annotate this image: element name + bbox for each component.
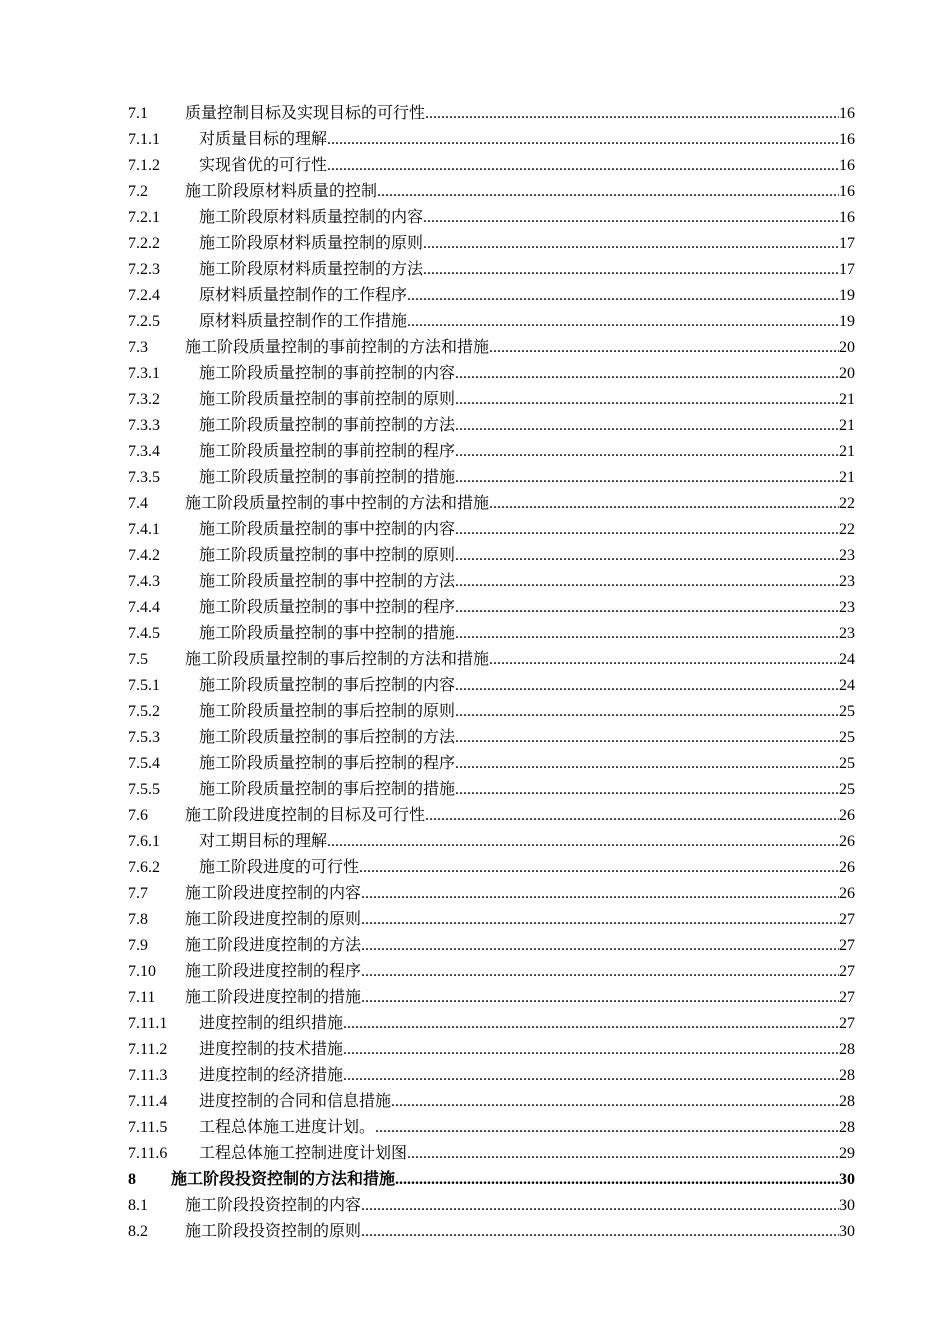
toc-entry-page-number: 30 <box>839 1197 855 1214</box>
toc-entry-title: 施工阶段质量控制的事后控制的程序 <box>199 753 456 772</box>
toc-dot-leader <box>489 335 839 361</box>
toc-entry-number: 7.11 <box>128 989 156 1006</box>
toc-entry-number: 8 <box>128 1171 136 1188</box>
toc-entry-title: 施工阶段质量控制的事中控制的内容 <box>199 519 456 538</box>
toc-entry-page-number: 29 <box>839 1145 855 1162</box>
toc-entry-number: 7.2.5 <box>128 313 160 330</box>
toc-entry-number: 7.3.3 <box>128 417 160 434</box>
toc-entry[interactable] <box>128 698 855 724</box>
toc-dot-leader <box>455 361 839 387</box>
toc-entry[interactable] <box>128 594 855 620</box>
toc-entry-number: 7.1.2 <box>128 157 160 174</box>
toc-dot-leader <box>455 569 839 595</box>
toc-dot-leader <box>455 673 839 699</box>
toc-entry-title: 对质量目标的理解 <box>199 129 328 148</box>
toc-entry-page-number: 28 <box>839 1067 855 1084</box>
toc-entry-title: 施工阶段质量控制的事后控制的方法 <box>199 727 456 746</box>
toc-dot-leader <box>343 1011 839 1037</box>
toc-entry[interactable] <box>128 854 855 880</box>
toc-dot-leader <box>375 1115 839 1141</box>
toc-entry-number: 7.3 <box>128 339 148 356</box>
toc-dot-leader <box>391 1089 839 1115</box>
toc-entry[interactable] <box>128 906 855 932</box>
toc-entry[interactable] <box>128 1218 855 1244</box>
toc-entry-page-number: 26 <box>839 885 855 902</box>
toc-entry-title: 进度控制的经济措施 <box>199 1065 344 1084</box>
toc-entry[interactable] <box>128 724 855 750</box>
toc-entry[interactable] <box>128 100 855 126</box>
toc-entry-page-number: 24 <box>839 677 855 694</box>
toc-entry-title: 施工阶段质量控制的事后控制的方法和措施 <box>185 649 490 668</box>
toc-entry[interactable] <box>128 1192 855 1218</box>
toc-entry-page-number: 21 <box>839 391 855 408</box>
toc-entry[interactable] <box>128 152 855 178</box>
toc-dot-leader <box>423 231 839 257</box>
toc-entry-number: 7.4.2 <box>128 547 160 564</box>
toc-entry[interactable] <box>128 750 855 776</box>
toc-entry-number: 8.1 <box>128 1197 148 1214</box>
toc-entry-number: 7.2.4 <box>128 287 160 304</box>
toc-entry-number: 7.5.2 <box>128 703 160 720</box>
toc-entry-number: 7.2.3 <box>128 261 160 278</box>
toc-dot-leader <box>455 465 839 491</box>
toc-dot-leader <box>343 1037 839 1063</box>
toc-entry[interactable] <box>128 230 855 256</box>
toc-dot-leader <box>425 803 839 829</box>
toc-entry[interactable] <box>128 490 855 516</box>
toc-entry[interactable] <box>128 620 855 646</box>
toc-entry[interactable] <box>128 984 855 1010</box>
toc-entry-number: 7.4.4 <box>128 599 160 616</box>
toc-entry-title: 施工阶段质量控制的事前控制的程序 <box>199 441 456 460</box>
toc-entry[interactable] <box>128 1062 855 1088</box>
toc-entry-page-number: 27 <box>839 1015 855 1032</box>
toc-entry-number: 7.5 <box>128 651 148 668</box>
toc-dot-leader <box>455 413 839 439</box>
toc-entry-page-number: 27 <box>839 911 855 928</box>
toc-entry-number: 7.5.5 <box>128 781 160 798</box>
toc-dot-leader <box>455 595 839 621</box>
toc-entry-number: 7.11.6 <box>128 1145 168 1162</box>
toc-entry-title: 施工阶段质量控制的事中控制的方法和措施 <box>185 493 490 512</box>
toc-dot-leader <box>407 1141 839 1167</box>
toc-entry[interactable] <box>128 178 855 204</box>
toc-dot-leader <box>489 491 839 517</box>
toc-entry[interactable] <box>128 1010 855 1036</box>
toc-entry-page-number: 23 <box>839 625 855 642</box>
toc-entry-page-number: 30 <box>839 1171 855 1188</box>
toc-dot-leader <box>455 387 839 413</box>
toc-entry-number: 7.2.1 <box>128 209 160 226</box>
toc-entry-page-number: 25 <box>839 703 855 720</box>
toc-entry[interactable] <box>128 932 855 958</box>
toc-entry[interactable] <box>128 672 855 698</box>
toc-entry-page-number: 21 <box>839 417 855 434</box>
toc-entry-title: 施工阶段质量控制的事前控制的方法和措施 <box>185 337 490 356</box>
toc-dot-leader <box>455 439 839 465</box>
toc-entry[interactable] <box>128 1114 855 1140</box>
toc-entry-number: 7.11.2 <box>128 1041 168 1058</box>
toc-entry[interactable] <box>128 334 855 360</box>
toc-entry-title: 施工阶段进度控制的措施 <box>185 987 362 1006</box>
toc-entry-number: 7.1.1 <box>128 131 160 148</box>
toc-entry-title: 工程总体施工控制进度计划图 <box>199 1143 408 1162</box>
toc-entry-page-number: 30 <box>839 1223 855 1240</box>
toc-dot-leader <box>361 907 839 933</box>
toc-entry[interactable] <box>128 1166 855 1192</box>
toc-entry[interactable] <box>128 1140 855 1166</box>
toc-entry-title: 原材料质量控制作的工作措施 <box>199 311 408 330</box>
toc-dot-leader <box>425 101 839 127</box>
toc-entry-page-number: 21 <box>839 443 855 460</box>
toc-entry-title: 施工阶段质量控制的事前控制的措施 <box>199 467 456 486</box>
toc-entry[interactable] <box>128 880 855 906</box>
toc-dot-leader <box>407 283 839 309</box>
toc-entry[interactable] <box>128 438 855 464</box>
toc-entry-page-number: 22 <box>839 521 855 538</box>
toc-entry-page-number: 24 <box>839 651 855 668</box>
toc-entry-title: 施工阶段投资控制的内容 <box>185 1195 362 1214</box>
toc-entry-title: 施工阶段质量控制的事中控制的原则 <box>199 545 456 564</box>
toc-entry-title: 施工阶段原材料质量控制的原则 <box>199 233 424 252</box>
toc-entry-page-number: 20 <box>839 339 855 356</box>
toc-entry-number: 7.4 <box>128 495 148 512</box>
toc-entry-number: 7.4.1 <box>128 521 160 538</box>
toc-entry-page-number: 27 <box>839 989 855 1006</box>
toc-entry-page-number: 27 <box>839 937 855 954</box>
toc-dot-leader <box>377 179 839 205</box>
toc-entry[interactable] <box>128 204 855 230</box>
toc-entry-title: 施工阶段质量控制的事前控制的方法 <box>199 415 456 434</box>
toc-entry-page-number: 16 <box>839 209 855 226</box>
toc-entry-title: 施工阶段进度控制的目标及可行性 <box>185 805 426 824</box>
toc-entry[interactable] <box>128 386 855 412</box>
toc-dot-leader <box>359 855 839 881</box>
toc-entry-number: 7.3.4 <box>128 443 160 460</box>
toc-dot-leader <box>455 751 839 777</box>
toc-entry[interactable] <box>128 308 855 334</box>
toc-entry-title: 施工阶段质量控制的事后控制的措施 <box>199 779 456 798</box>
toc-entry-number: 7.9 <box>128 937 148 954</box>
toc-entry[interactable] <box>128 516 855 542</box>
toc-entry[interactable] <box>128 542 855 568</box>
toc-dot-leader <box>395 1167 839 1193</box>
toc-entry-number: 7.2.2 <box>128 235 160 252</box>
toc-entry-page-number: 17 <box>839 235 855 252</box>
toc-entry-title: 施工阶段质量控制的事前控制的内容 <box>199 363 456 382</box>
toc-entry[interactable] <box>128 1036 855 1062</box>
toc-entry-title: 施工阶段质量控制的事中控制的程序 <box>199 597 456 616</box>
toc-entry-page-number: 25 <box>839 781 855 798</box>
toc-entry[interactable] <box>128 776 855 802</box>
toc-entry-number: 8.2 <box>128 1223 148 1240</box>
toc-entry-title: 质量控制目标及实现目标的可行性 <box>185 103 426 122</box>
toc-entry-title: 进度控制的组织措施 <box>199 1013 344 1032</box>
toc-entry-page-number: 23 <box>839 599 855 616</box>
toc-entry-number: 7.10 <box>128 963 156 980</box>
toc-entry-number: 7.11.1 <box>128 1015 168 1032</box>
toc-dot-leader <box>327 829 839 855</box>
toc-dot-leader <box>361 1219 839 1245</box>
toc-entry-title: 施工阶段进度的可行性 <box>199 857 360 876</box>
toc-entry-page-number: 28 <box>839 1119 855 1136</box>
toc-dot-leader <box>343 1063 839 1089</box>
toc-entry-page-number: 25 <box>839 755 855 772</box>
table-of-contents <box>128 100 855 1244</box>
toc-dot-leader <box>423 205 839 231</box>
toc-entry-title: 施工阶段原材料质量控制的方法 <box>199 259 424 278</box>
toc-entry-page-number: 28 <box>839 1093 855 1110</box>
toc-entry-title: 进度控制的合同和信息措施 <box>199 1091 392 1110</box>
toc-entry-title: 实现省优的可行性 <box>199 155 328 174</box>
toc-entry[interactable] <box>128 282 855 308</box>
toc-dot-leader <box>423 257 839 283</box>
toc-dot-leader <box>361 959 839 985</box>
toc-entry-page-number: 16 <box>839 157 855 174</box>
toc-entry[interactable] <box>128 828 855 854</box>
toc-entry-number: 7.6.1 <box>128 833 160 850</box>
toc-entry-title: 对工期目标的理解 <box>199 831 328 850</box>
toc-entry-page-number: 21 <box>839 469 855 486</box>
toc-entry-number: 7.3.1 <box>128 365 160 382</box>
toc-entry-title: 施工阶段质量控制的事后控制的内容 <box>199 675 456 694</box>
toc-dot-leader <box>489 647 839 673</box>
toc-dot-leader <box>455 543 839 569</box>
toc-entry-number: 7.6 <box>128 807 148 824</box>
toc-entry-title: 施工阶段原材料质量控制的内容 <box>199 207 424 226</box>
toc-entry[interactable] <box>128 412 855 438</box>
toc-entry-page-number: 26 <box>839 807 855 824</box>
toc-entry-page-number: 23 <box>839 573 855 590</box>
toc-entry[interactable] <box>128 646 855 672</box>
toc-dot-leader <box>361 985 839 1011</box>
toc-entry-page-number: 26 <box>839 859 855 876</box>
toc-dot-leader <box>455 725 839 751</box>
toc-entry[interactable] <box>128 256 855 282</box>
toc-entry-title: 施工阶段原材料质量的控制 <box>185 181 378 200</box>
toc-entry-page-number: 25 <box>839 729 855 746</box>
toc-entry[interactable] <box>128 464 855 490</box>
toc-entry-page-number: 16 <box>839 131 855 148</box>
toc-entry-number: 7.11.3 <box>128 1067 168 1084</box>
toc-dot-leader <box>361 1193 839 1219</box>
toc-dot-leader <box>327 153 839 179</box>
toc-entry-number: 7.2 <box>128 183 148 200</box>
toc-entry-number: 7.5.1 <box>128 677 160 694</box>
toc-entry-page-number: 16 <box>839 105 855 122</box>
toc-entry-title: 施工阶段质量控制的事前控制的原则 <box>199 389 456 408</box>
toc-entry-title: 施工阶段质量控制的事中控制的方法 <box>199 571 456 590</box>
toc-entry-number: 7.3.5 <box>128 469 160 486</box>
toc-entry[interactable] <box>128 568 855 594</box>
toc-entry-title: 进度控制的技术措施 <box>199 1039 344 1058</box>
toc-entry-number: 7.5.3 <box>128 729 160 746</box>
toc-entry-title: 施工阶段进度控制的程序 <box>185 961 362 980</box>
toc-entry[interactable] <box>128 360 855 386</box>
toc-entry-page-number: 19 <box>839 287 855 304</box>
toc-entry-page-number: 27 <box>839 963 855 980</box>
toc-entry-title: 施工阶段质量控制的事中控制的措施 <box>199 623 456 642</box>
toc-entry-page-number: 26 <box>839 833 855 850</box>
toc-entry-number: 7.4.5 <box>128 625 160 642</box>
toc-entry[interactable] <box>128 802 855 828</box>
toc-entry-number: 7.11.4 <box>128 1093 168 1110</box>
toc-dot-leader <box>455 699 839 725</box>
toc-entry-number: 7.5.4 <box>128 755 160 772</box>
toc-dot-leader <box>455 517 839 543</box>
toc-entry[interactable] <box>128 126 855 152</box>
toc-entry-title: 施工阶段投资控制的方法和措施 <box>171 1169 396 1188</box>
toc-dot-leader <box>361 881 839 907</box>
toc-entry-title: 施工阶段进度控制的方法 <box>185 935 362 954</box>
toc-entry-number: 7.11.5 <box>128 1119 168 1136</box>
toc-entry-title: 施工阶段进度控制的内容 <box>185 883 362 902</box>
toc-entry-page-number: 16 <box>839 183 855 200</box>
toc-entry-number: 7.6.2 <box>128 859 160 876</box>
toc-entry-page-number: 22 <box>839 495 855 512</box>
toc-entry-number: 7.3.2 <box>128 391 160 408</box>
toc-entry-page-number: 23 <box>839 547 855 564</box>
toc-entry-title: 施工阶段进度控制的原则 <box>185 909 362 928</box>
toc-entry-page-number: 20 <box>839 365 855 382</box>
toc-entry[interactable] <box>128 1088 855 1114</box>
toc-entry-number: 7.7 <box>128 885 148 902</box>
toc-entry-title: 施工阶段投资控制的原则 <box>185 1221 362 1240</box>
toc-entry[interactable] <box>128 958 855 984</box>
toc-dot-leader <box>455 621 839 647</box>
toc-entry-page-number: 28 <box>839 1041 855 1058</box>
toc-dot-leader <box>361 933 839 959</box>
toc-entry-number: 7.8 <box>128 911 148 928</box>
toc-entry-number: 7.4.3 <box>128 573 160 590</box>
toc-dot-leader <box>407 309 839 335</box>
toc-entry-page-number: 19 <box>839 313 855 330</box>
toc-dot-leader <box>327 127 839 153</box>
toc-entry-title: 工程总体施工进度计划。 <box>199 1117 376 1136</box>
toc-dot-leader <box>455 777 839 803</box>
toc-entry-page-number: 17 <box>839 261 855 278</box>
toc-entry-title: 施工阶段质量控制的事后控制的原则 <box>199 701 456 720</box>
toc-entry-number: 7.1 <box>128 105 148 122</box>
toc-entry-title: 原材料质量控制作的工作程序 <box>199 285 408 304</box>
